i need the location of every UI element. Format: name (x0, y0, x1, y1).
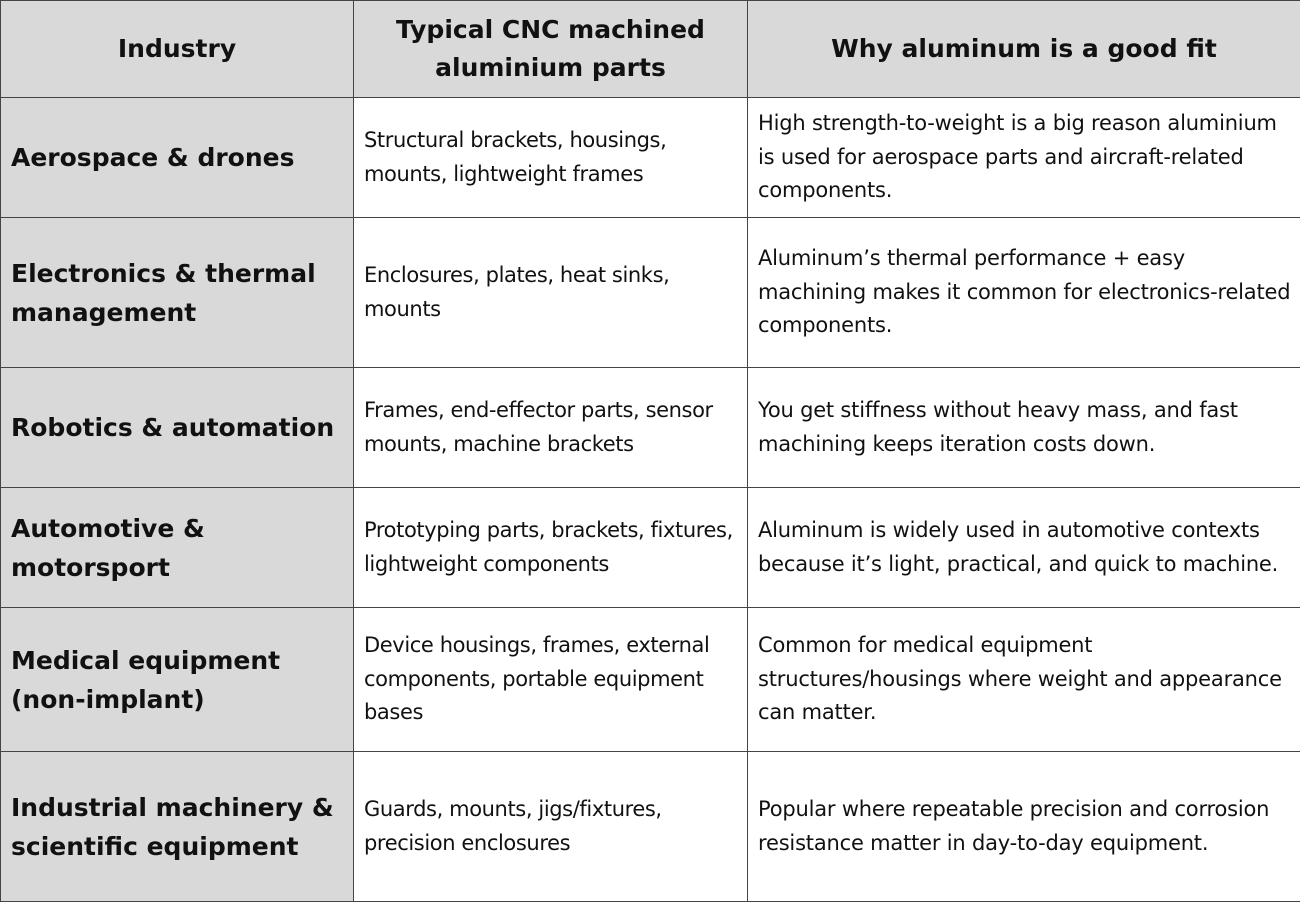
table-row (1, 608, 1300, 752)
reason-cell: High strength-to-weight is a big reason aluminium is used for aerospace parts and aircraft-related components. (748, 98, 1300, 218)
industry-cell: Automotive & motorsport (1, 488, 354, 608)
parts-cell: Frames, end-effector parts, sensor mounts, machine brackets (354, 368, 748, 488)
reason-cell: Aluminum is widely used in automotive contexts because it’s light, practical, and quick to machine. (748, 488, 1300, 608)
industry-cell: Electronics & thermal management (1, 218, 354, 368)
header-industry: Industry (1, 1, 354, 98)
reason-cell: Common for medical equipment structures/housings where weight and appearance can matter. (748, 608, 1300, 752)
header-why-aluminum: Why aluminum is a good fit (748, 1, 1300, 98)
industry-cell: Aerospace & drones (1, 98, 354, 218)
table-row (1, 752, 1300, 902)
table-row (1, 98, 1300, 218)
parts-cell: Enclosures, plates, heat sinks, mounts (354, 218, 748, 368)
parts-cell: Guards, mounts, jigs/fixtures, precision enclosures (354, 752, 748, 902)
header-row (1, 1, 1300, 98)
parts-cell: Device housings, frames, external components, portable equipment bases (354, 608, 748, 752)
header-typical-parts: Typical CNC machined aluminium parts (354, 1, 748, 98)
industry-cell: Industrial machinery & scientific equipment (1, 752, 354, 902)
table-row (1, 488, 1300, 608)
reason-cell: You get stiffness without heavy mass, and fast machining keeps iteration costs down. (748, 368, 1300, 488)
industry-cell: Medical equipment (non-implant) (1, 608, 354, 752)
parts-cell: Structural brackets, housings, mounts, lightweight frames (354, 98, 748, 218)
table-row (1, 368, 1300, 488)
reason-cell: Popular where repeatable precision and corrosion resistance matter in day-to-day equipment. (748, 752, 1300, 902)
table-row (1, 218, 1300, 368)
reason-cell: Aluminum’s thermal performance + easy machining makes it common for electronics-related components. (748, 218, 1300, 368)
industry-cell: Robotics & automation (1, 368, 354, 488)
parts-cell: Prototyping parts, brackets, fixtures, lightweight components (354, 488, 748, 608)
